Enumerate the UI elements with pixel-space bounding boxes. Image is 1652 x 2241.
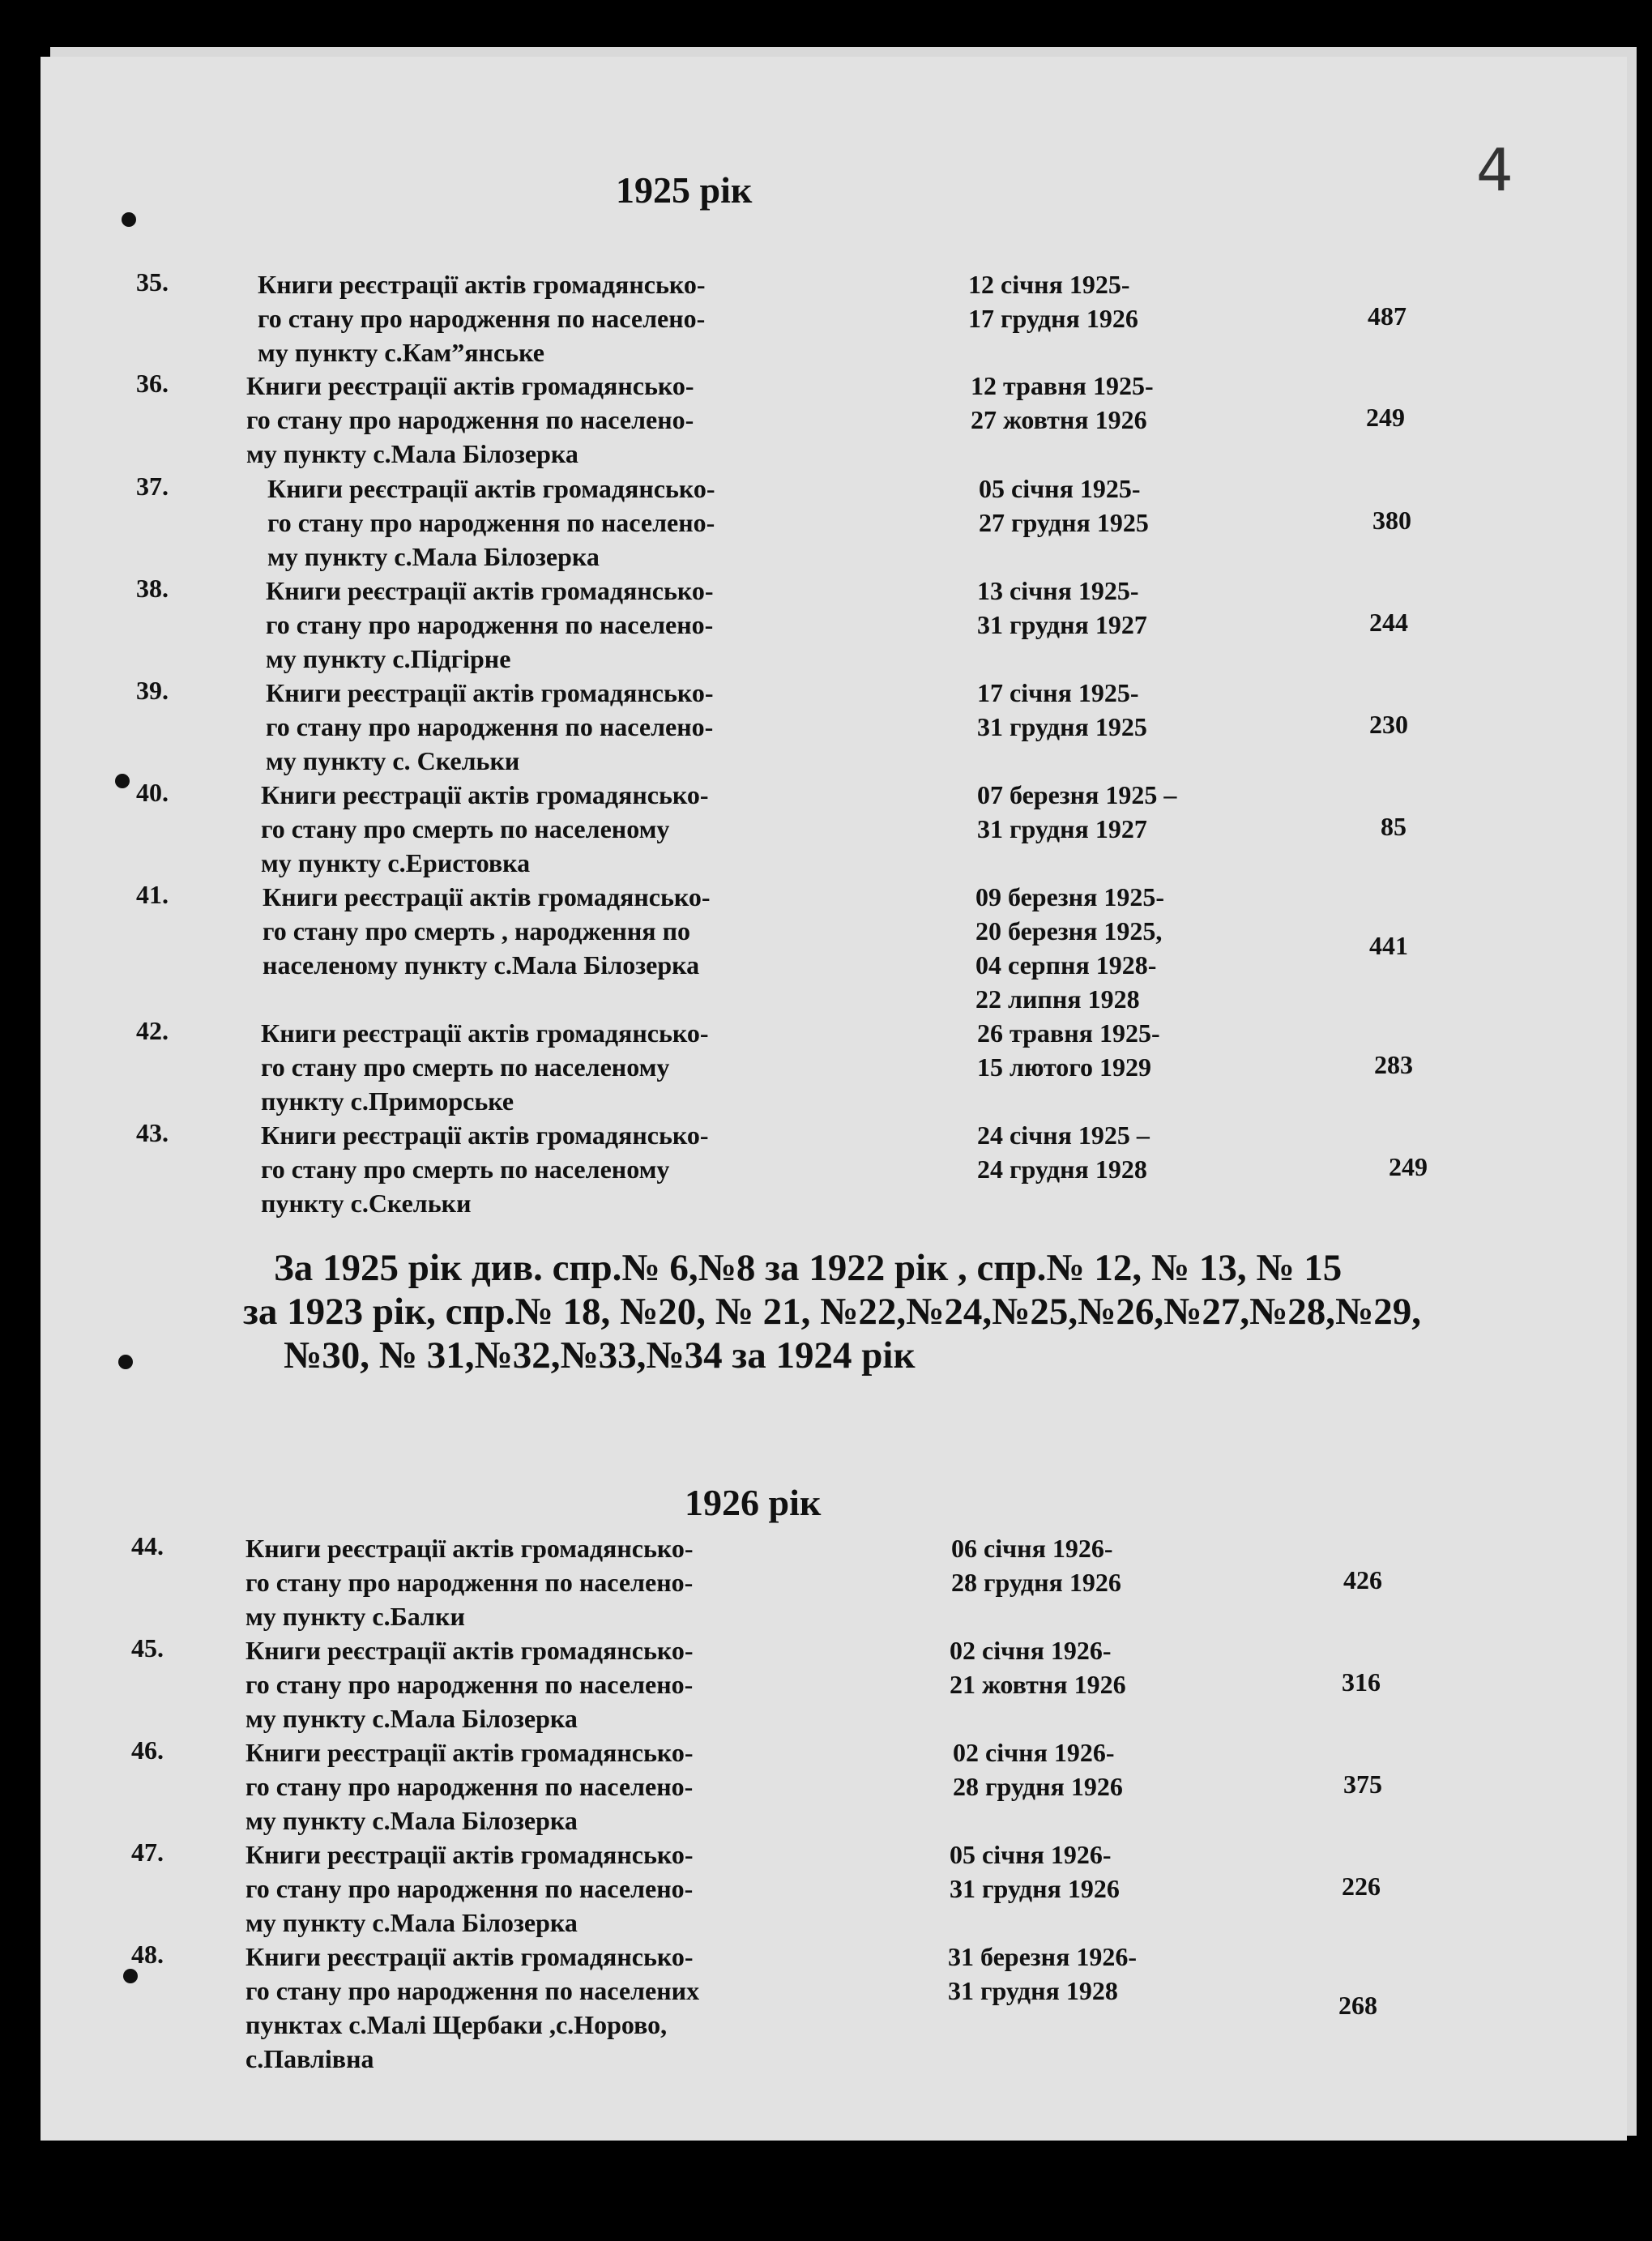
record-description: [245, 1633, 694, 1735]
record-description: [245, 1838, 694, 1940]
description-line: Книги реєстрації актів громадянсько-: [267, 474, 715, 503]
punch-hole: [123, 1969, 138, 1983]
record-number: 38.: [136, 574, 169, 603]
description-line: му пункту с.Мала Білозерка: [245, 1704, 578, 1733]
record-number: 45.: [131, 1633, 164, 1663]
description-line: Книги реєстрації актів громадянсько-: [245, 1534, 694, 1563]
record-description: [245, 1531, 694, 1633]
page-count: 226: [1342, 1872, 1381, 1901]
date-line: 31 грудня 1926: [950, 1874, 1120, 1903]
record-description: [267, 472, 715, 574]
description-line: Книги реєстрації актів громадянсько-: [258, 270, 706, 299]
record-number: 35.: [136, 267, 169, 297]
description-line: го стану про народження по населено-: [246, 405, 694, 434]
description-line: го стану про народження по населено-: [266, 610, 714, 639]
date-line: 28 грудня 1926: [953, 1772, 1123, 1801]
date-line: 17 січня 1925-: [977, 678, 1139, 707]
record-number: 36.: [136, 369, 169, 398]
description-line: пункту с.Приморське: [261, 1086, 514, 1116]
date-line: 05 січня 1925-: [979, 474, 1141, 503]
record-dates: [971, 369, 1154, 437]
page-count: 249: [1389, 1152, 1428, 1181]
record-number: 39.: [136, 676, 169, 705]
description-line: Книги реєстрації актів громадянсько-: [261, 780, 709, 809]
record-number: 44.: [131, 1531, 164, 1560]
record-description: [258, 267, 706, 369]
date-line: 31 грудня 1927: [977, 814, 1147, 843]
record-number: 41.: [136, 880, 169, 909]
date-line: 02 січня 1926-: [953, 1738, 1115, 1767]
record-number: 40.: [136, 778, 169, 807]
record-dates: [977, 676, 1147, 744]
page-count: 441: [1369, 931, 1408, 960]
date-line: 24 грудня 1928: [977, 1155, 1147, 1184]
date-line: 04 серпня 1928-: [975, 950, 1157, 980]
description-line: му пункту с.Мала Білозерка: [245, 1806, 578, 1835]
punch-hole: [115, 774, 130, 788]
description-line: го стану про народження по населено-: [266, 712, 714, 741]
description-line: му пункту с.Мала Білозерка: [246, 439, 578, 468]
page-count: 426: [1343, 1565, 1382, 1594]
description-line: Книги реєстрації актів громадянсько-: [263, 882, 711, 911]
description-line: го стану про смерть , народження по: [263, 916, 691, 945]
record-dates: [951, 1531, 1121, 1599]
description-line: го стану про народження по населено-: [245, 1874, 694, 1903]
note-line: За 1925 рік див. спр.№ 6,№8 за 1922 рік , спр.№ 12, № 13, № 15: [274, 1247, 1343, 1289]
description-line: го стану про смерть по населеному: [261, 1155, 670, 1184]
date-line: 31 грудня 1925: [977, 712, 1147, 741]
record-number: 42.: [136, 1016, 169, 1045]
description-line: му пункту с. Скельки: [266, 746, 520, 775]
punch-hole: [122, 212, 136, 227]
record-description: [261, 1016, 709, 1118]
date-line: 13 січня 1925-: [977, 576, 1139, 605]
page-count: 244: [1369, 608, 1408, 637]
description-line: му пункту с.Мала Білозерка: [245, 1908, 578, 1937]
description-line: Книги реєстрації актів громадянсько-: [261, 1120, 709, 1150]
record-description: [261, 1118, 709, 1220]
record-number: 37.: [136, 472, 169, 501]
record-number: 48.: [131, 1940, 164, 1969]
description-line: Книги реєстрації актів громадянсько-: [246, 371, 694, 400]
date-line: 24 січня 1925 –: [977, 1120, 1150, 1150]
date-line: 12 січня 1925-: [968, 270, 1130, 299]
description-line: пункту с.Скельки: [261, 1189, 472, 1218]
record-dates: [950, 1633, 1126, 1701]
description-line: му пункту с.Кам”янське: [258, 338, 544, 367]
record-description: [266, 574, 714, 676]
note-line: №30, № 31,№32,№33,№34 за 1924 рік: [284, 1334, 916, 1377]
description-line: го стану про народження по населено-: [267, 508, 715, 537]
page-count: 85: [1381, 812, 1407, 841]
description-line: го стану про народження по населено-: [245, 1772, 694, 1801]
description-line: го стану про народження по населених: [245, 1976, 700, 2005]
date-line: 31 грудня 1928: [948, 1976, 1118, 2005]
record-dates: [948, 1940, 1137, 2008]
description-line: го стану про народження по населено-: [245, 1670, 694, 1699]
page-count: 316: [1342, 1667, 1381, 1697]
description-line: Книги реєстрації актів громадянсько-: [266, 576, 714, 605]
date-line: 21 жовтня 1926: [950, 1670, 1126, 1699]
page-number: 4: [1476, 136, 1513, 204]
record-dates: [953, 1735, 1123, 1803]
record-description: [245, 1735, 694, 1838]
description-line: го стану про смерть по населеному: [261, 814, 670, 843]
page-count: 230: [1369, 710, 1408, 739]
date-line: 26 травня 1925-: [977, 1018, 1160, 1048]
page-count: 380: [1372, 506, 1411, 535]
description-line: го стану про народження по населено-: [258, 304, 706, 333]
record-dates: [968, 267, 1138, 335]
record-description: [245, 1940, 699, 2076]
description-line: го стану про народження по населено-: [245, 1568, 694, 1597]
description-line: му пункту с.Мала Білозерка: [267, 542, 600, 571]
page-count: 268: [1338, 1991, 1377, 2020]
date-line: 07 березня 1925 –: [977, 780, 1177, 809]
record-dates: [977, 1118, 1150, 1186]
record-number: 46.: [131, 1735, 164, 1765]
description-line: Книги реєстрації актів громадянсько-: [245, 1636, 694, 1665]
punch-hole: [118, 1355, 133, 1369]
date-line: 27 жовтня 1926: [971, 405, 1147, 434]
description-line: пунктах с.Малі Щербаки ,с.Норово,: [245, 2010, 668, 2039]
record-description: [266, 676, 714, 778]
page-count: 249: [1366, 403, 1405, 432]
page-count: 487: [1368, 301, 1407, 331]
description-line: Книги реєстрації актів громадянсько-: [245, 1738, 694, 1767]
page-count: 375: [1343, 1769, 1382, 1799]
date-line: 31 грудня 1927: [977, 610, 1147, 639]
description-line: го стану про смерть по населеному: [261, 1052, 670, 1082]
record-dates: [977, 1016, 1160, 1084]
record-dates: [979, 472, 1149, 540]
description-line: му пункту с.Балки: [245, 1602, 465, 1631]
note-line: за 1923 рік, спр.№ 18, №20, № 21, №22,№24,№25,№26,№27,№28,№29,: [243, 1291, 1422, 1333]
page-count: 283: [1374, 1050, 1413, 1079]
description-line: с.Павлівна: [245, 2044, 374, 2073]
description-line: Книги реєстрації актів громадянсько-: [266, 678, 714, 707]
date-line: 06 січня 1926-: [951, 1534, 1113, 1563]
record-description: [263, 880, 711, 982]
date-line: 31 березня 1926-: [948, 1942, 1138, 1971]
description-line: населеному пункту с.Мала Білозерка: [263, 950, 700, 980]
date-line: 12 травня 1925-: [971, 371, 1154, 400]
year-title: 1926 рік: [685, 1482, 822, 1523]
date-line: 02 січня 1926-: [950, 1636, 1112, 1665]
cross-reference-note: [243, 1246, 1421, 1377]
description-line: Книги реєстрації актів громадянсько-: [245, 1840, 694, 1869]
record-dates: [950, 1838, 1120, 1906]
record-description: [261, 778, 709, 880]
date-line: 28 грудня 1926: [951, 1568, 1121, 1597]
year-title: 1925 рік: [616, 169, 753, 211]
date-line: 05 січня 1926-: [950, 1840, 1112, 1869]
date-line: 20 березня 1925,: [975, 916, 1163, 945]
record-number: 47.: [131, 1838, 164, 1867]
record-dates: [975, 880, 1164, 1016]
description-line: Книги реєстрації актів громадянсько-: [261, 1018, 709, 1048]
description-line: му пункту с.Еристовка: [261, 848, 531, 877]
date-line: 15 лютого 1929: [977, 1052, 1152, 1082]
date-line: 09 березня 1925-: [975, 882, 1165, 911]
record-dates: [977, 778, 1176, 846]
date-line: 17 грудня 1926: [968, 304, 1138, 333]
description-line: му пункту с.Підгірне: [266, 644, 511, 673]
date-line: 27 грудня 1925: [979, 508, 1149, 537]
record-description: [246, 369, 694, 471]
record-dates: [977, 574, 1147, 642]
record-number: 43.: [136, 1118, 169, 1147]
date-line: 22 липня 1928: [975, 984, 1140, 1014]
description-line: Книги реєстрації актів громадянсько-: [245, 1942, 694, 1971]
